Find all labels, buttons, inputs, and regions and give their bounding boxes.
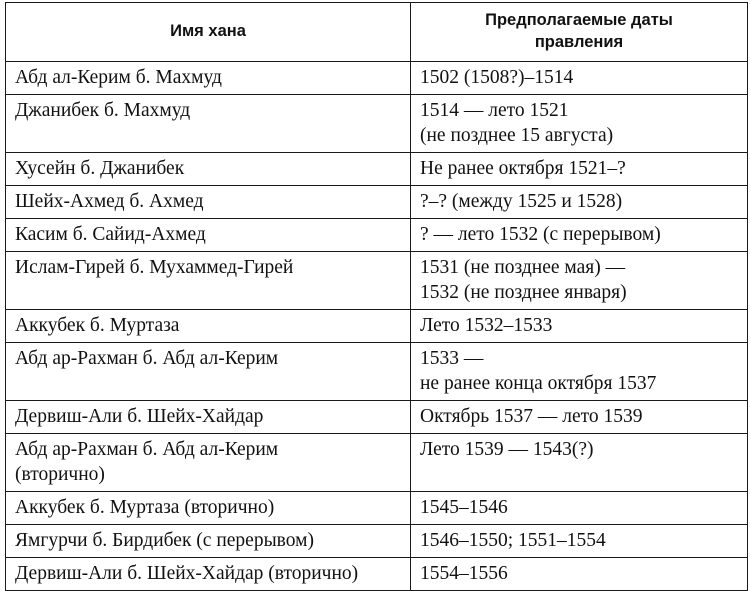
reign-dates-line: 1514 — лето 1521 <box>420 100 569 121</box>
reign-dates-cell <box>411 62 748 95</box>
reign-dates-line: 1532 (не позднее января) <box>420 282 627 303</box>
reign-dates-cell <box>411 252 748 310</box>
khan-name-line: Абд ар-Рахман б. Абд ал-Керим <box>15 348 279 369</box>
khan-name-line: Аккубек б. Муртаза (вторично) <box>15 497 275 518</box>
reign-dates-line: Лето 1539 — 1543(?) <box>420 439 594 460</box>
table-row <box>6 558 748 591</box>
table-row <box>6 153 748 186</box>
reign-dates-line: 1533 — <box>420 348 484 369</box>
khan-name-line: Дервиш-Али б. Шейх-Хайдар <box>15 406 264 427</box>
reign-dates-cell <box>411 310 748 343</box>
reign-dates-cell <box>411 434 748 492</box>
table-row <box>6 401 748 434</box>
reign-dates-line: 1531 (не позднее мая) — <box>420 257 626 278</box>
reign-dates-cell <box>411 492 748 525</box>
khan-name-cell <box>6 153 411 186</box>
table-row <box>6 219 748 252</box>
khan-name-line: Хусейн б. Джанибек <box>15 158 185 179</box>
table-row <box>6 95 748 153</box>
column-header-dates-line1: Предполагаемые даты <box>485 11 673 29</box>
reign-dates-cell <box>411 219 748 252</box>
reign-dates-cell <box>411 186 748 219</box>
khan-name-cell <box>6 252 411 310</box>
reign-dates-line: Лето 1532–1533 <box>420 315 553 336</box>
reign-dates-line: Не ранее октября 1521–? <box>420 158 626 179</box>
khan-name-line: Абд ар-Рахман б. Абд ал-Керим <box>15 439 279 460</box>
reign-dates-line: (не позднее 15 августа) <box>420 125 614 146</box>
table-row <box>6 62 748 95</box>
column-header-dates-line2: правления <box>534 33 624 51</box>
reign-dates-line: 1554–1556 <box>420 563 508 584</box>
reign-dates-cell <box>411 95 748 153</box>
khans-table <box>5 2 748 591</box>
khan-name-line: Ямгурчи б. Бирдибек (с перерывом) <box>15 530 314 551</box>
khan-name-line: Джанибек б. Махмуд <box>15 100 191 121</box>
khan-name-line: Аккубек б. Муртаза <box>15 315 180 336</box>
reign-dates-cell <box>411 558 748 591</box>
table-body <box>6 62 748 591</box>
khan-name-cell <box>6 492 411 525</box>
khan-name-cell <box>6 434 411 492</box>
khan-name-cell <box>6 62 411 95</box>
khan-name-cell <box>6 401 411 434</box>
khan-name-cell <box>6 219 411 252</box>
reign-dates-line: 1546–1550; 1551–1554 <box>420 530 606 551</box>
khan-name-line: Абд ал-Керим б. Махмуд <box>15 67 222 88</box>
reign-dates-line: 1502 (1508?)–1514 <box>420 67 574 88</box>
reign-dates-cell <box>411 525 748 558</box>
reign-dates-line: Октябрь 1537 — лето 1539 <box>420 406 643 427</box>
table-row <box>6 525 748 558</box>
table-row <box>6 434 748 492</box>
column-header-dates <box>411 3 748 62</box>
table-row <box>6 492 748 525</box>
khan-name-line: Касим б. Сайид-Ахмед <box>15 224 206 245</box>
reign-dates-cell <box>411 153 748 186</box>
khan-name-cell <box>6 558 411 591</box>
column-header-name <box>6 3 411 62</box>
khan-name-line: Дервиш-Али б. Шейх-Хайдар (вторично) <box>15 563 359 584</box>
khan-name-line: (вторично) <box>15 464 105 485</box>
table-header-row <box>6 3 748 62</box>
khan-name-cell <box>6 186 411 219</box>
khan-name-cell <box>6 343 411 401</box>
table-row <box>6 252 748 310</box>
table-row <box>6 343 748 401</box>
khan-name-cell <box>6 310 411 343</box>
reign-dates-line: 1545–1546 <box>420 497 508 518</box>
reign-dates-line: ? — лето 1532 (с перерывом) <box>420 224 661 245</box>
table-row <box>6 310 748 343</box>
table-row <box>6 186 748 219</box>
reign-dates-cell <box>411 343 748 401</box>
khan-name-cell <box>6 95 411 153</box>
khan-name-line: Шейх-Ахмед б. Ахмед <box>15 191 204 212</box>
column-header-name-label: Имя хана <box>170 22 246 40</box>
reign-dates-cell <box>411 401 748 434</box>
reign-dates-line: ?–? (между 1525 и 1528) <box>420 191 623 212</box>
khan-name-line: Ислам-Гирей б. Мухаммед-Гирей <box>15 257 294 278</box>
reign-dates-line: не ранее конца октября 1537 <box>420 373 657 394</box>
khan-name-cell <box>6 525 411 558</box>
